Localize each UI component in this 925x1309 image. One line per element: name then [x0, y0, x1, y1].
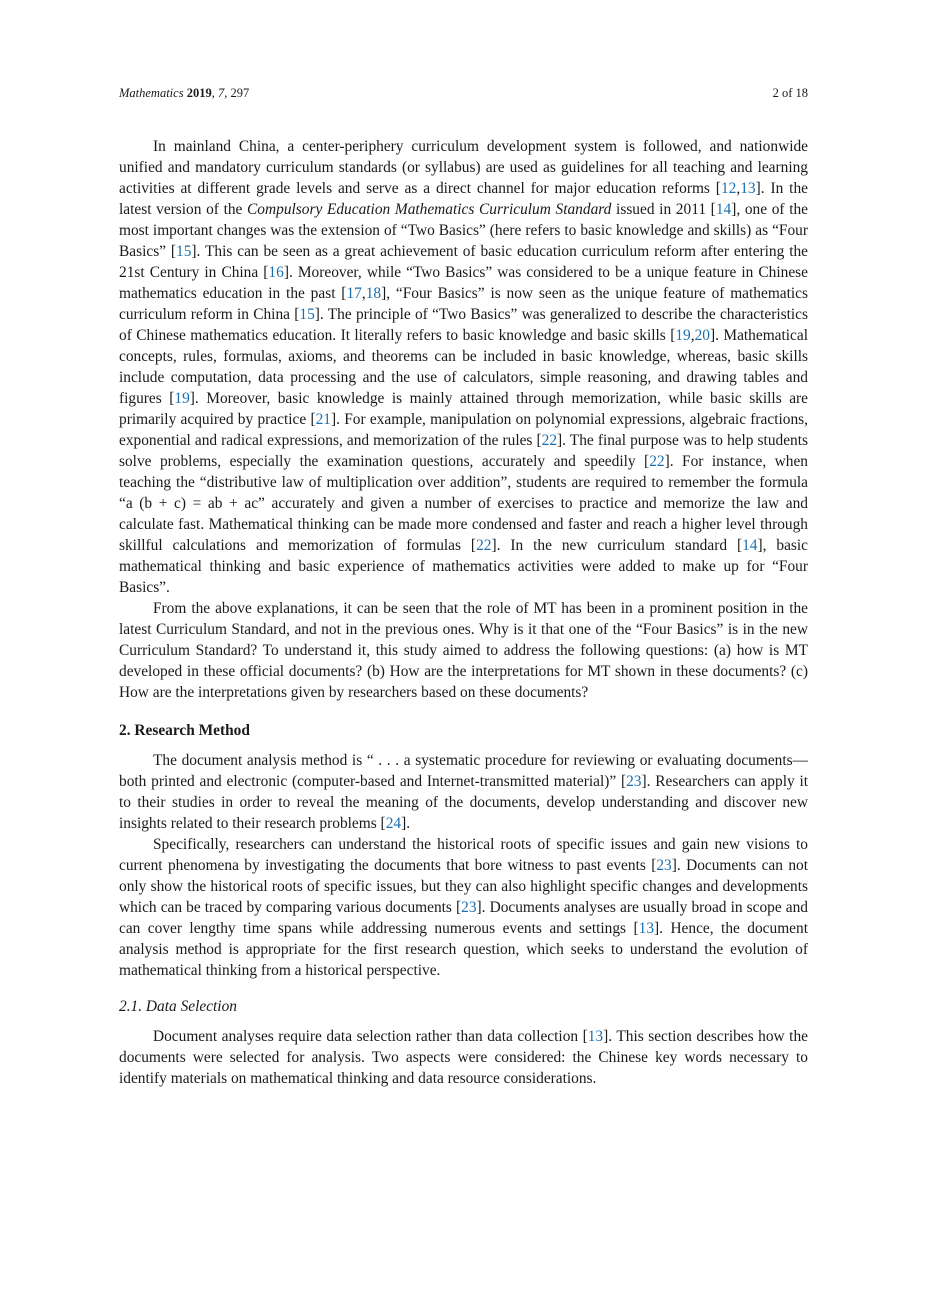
citation-link[interactable]: 23 [461, 899, 477, 916]
citation-link[interactable]: 15 [299, 306, 315, 323]
paragraph-research-questions: From the above explanations, it can be seen that the role of MT has been in a prominent position in the latest Curriculum Standard, and not in the previous ones. Why is it that one of the “Four Basics” is in the new Curriculum Standard? To understand it, this study aimed to address the following questions: (a) how is MT developed in these official documents? (b) How are the interpretations for MT shown in these documents? (c) How are the interpretations given by researchers based on these documents? [119, 600, 808, 701]
citation-link[interactable]: 23 [656, 857, 672, 874]
subsection-heading: 2.1. Data Selection [119, 998, 237, 1015]
citation-link[interactable]: 15 [176, 243, 192, 260]
citation-link[interactable]: 12 [720, 180, 737, 197]
citation-link[interactable]: 13 [587, 1028, 604, 1045]
citation-link[interactable]: 14 [715, 201, 732, 218]
citation-link[interactable]: 21 [315, 411, 331, 428]
citation-link[interactable]: 13 [740, 180, 756, 197]
running-header [119, 86, 808, 106]
citation-link[interactable]: 19 [675, 327, 691, 344]
citation-link[interactable]: 22 [541, 432, 558, 449]
paragraph-historical-roots: Specifically, researchers can understand the historical roots of specific issues and gain new visions to current phenomena by investigating the documents that bore witness to past events [23]. Documents can not only show the historical roots of specific issues, but they can also highlight specific changes and developments which can be traced by comparing various documents [23]. Documents analyses are usually broad in scope and can cover lengthy time spans while addressing numerous events and settings [13]. Hence, the document analysis method is appropriate for the first research question, which seeks to understand the evolution of mathematical thinking from a historical perspective. [119, 836, 808, 979]
citation-link[interactable]: 19 [174, 390, 190, 407]
citation-link[interactable]: 23 [626, 773, 642, 790]
paragraph-document-analysis: The document analysis method is “ . . . a systematic procedure for reviewing or evaluating documents—both printed and electronic (computer-based and Internet-transmitted material)” [23]. Researchers can apply it to their studies in order to reveal the meaning of the documents, develop understanding and discover new insights related to their research problems [24]. [119, 752, 808, 832]
citation-link[interactable]: 18 [365, 285, 382, 302]
citation-link[interactable]: 16 [268, 264, 284, 281]
article-body [119, 136, 808, 1089]
citation-link[interactable]: 14 [742, 537, 758, 554]
paragraph-curriculum-system: In mainland China, a center-periphery curriculum development system is followed, and nationwide unified and mandatory curriculum standards (or syllabus) are used as guidelines for all teaching and learning activities at different grade levels and serve as a direct channel for major education reforms [12,13]. In the latest version of the Compulsory Education Mathematics Curriculum Standard issued in 2011 [14], one of the most important changes was the extension of “Two Basics” (here refers to basic knowledge and skills) as “Four Basics” [15]. This can be seen as a great achievement of basic education curriculum reform after entering the 21st Century in China [16]. Moreover, while “Two Basics” was considered to be a unique feature in Chinese mathematics education in the past [17,18], “Four Basics” is now seen as the unique feature of mathematics curriculum reform in China [15]. The principle of “Two Basics” was generalized to describe the characteristics of Chinese mathematics education. It literally refers to basic knowledge and basic skills [19,20]. Mathematical concepts, rules, formulas, axioms, and theorems can be included in basic knowledge, whereas, basic skills include computation, data processing and the use of calculators, simple reasoning, and drawing tables and figures [19]. Moreover, basic knowledge is mainly attained through memorization, while basic skills are primarily acquired by practice [21]. For example, manipulation on polynomial expressions, algebraic fractions, exponential and radical expressions, and memorization of the rules [22]. The final purpose was to help students solve problems, especially the examination questions, accurately and speedily [22]. For instance, when teaching the “distributive law of multiplication over addition”, students are required to remember the formula “a (b + c) = ab + ac” accurately and given a number of exercises to practice and memorize the law and calculate fast. Mathematical thinking can be made more condensed and faster and reach a higher level through skillful calculations and memorization of formulas [22]. In the new curriculum standard [14], basic mathematical thinking and basic experience of mathematics activities were added to make up for “Four Basics”. [119, 138, 809, 596]
page-number: 2 of 18 [772, 86, 808, 100]
document-title: Compulsory Education Mathematics Curriculum Standard [247, 201, 612, 218]
paragraph-data-selection: Document analyses require data selection rather than data collection [13]. This section describes how the documents were selected for analysis. Two aspects were considered: the Chinese key words necessary to identify materials on mathematical thinking and data resource considerations. [119, 1028, 808, 1087]
citation-link[interactable]: 17 [346, 285, 362, 302]
citation-link[interactable]: 22 [476, 537, 492, 554]
citation-link[interactable]: 24 [385, 815, 402, 832]
section-heading: 2. Research Method [119, 722, 250, 739]
citation-link[interactable]: 13 [638, 920, 655, 937]
citation-link[interactable]: 20 [694, 327, 710, 344]
citation-link[interactable]: 22 [649, 453, 665, 470]
journal-citation: Mathematics 2019, 7, 297 [119, 86, 250, 100]
